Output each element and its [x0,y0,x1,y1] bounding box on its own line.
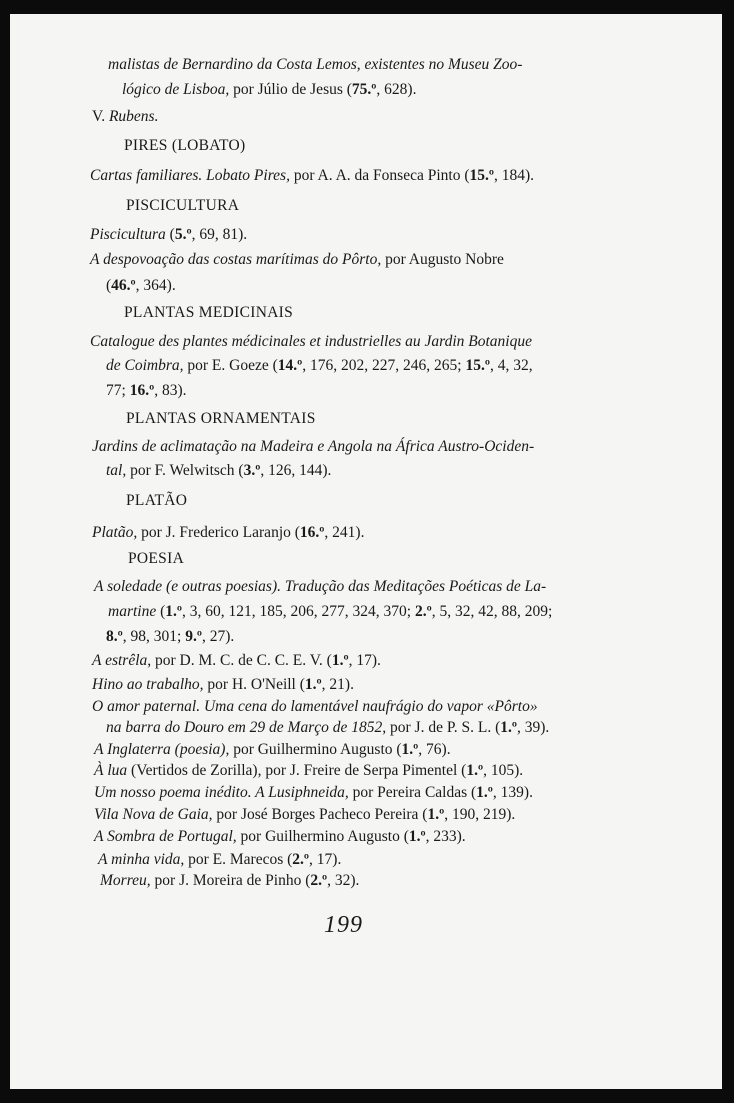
text-run: 46.º [111,277,136,294]
entry-line [94,577,546,597]
text-run: 9.º [185,628,202,645]
entry-line [92,523,364,543]
text-run: A estrêla, [92,652,152,669]
text-run: , 17). [309,851,342,868]
entry-line [106,276,176,296]
entry-line [90,250,504,270]
text-run: PISCICULTURA [126,197,240,214]
text-run: À lua [94,762,128,779]
entry-line [106,627,234,647]
text-run: Jardins de aclimatação na Madeira e Angola na África Austro-Ociden- [92,438,535,455]
text-run: A soledade (e outras poesias). Tradução das Meditações Poéticas de La- [94,578,547,595]
text-run: A minha vida, [98,851,185,868]
text-run: 1.º [476,784,493,801]
text-run: 16.º [129,382,155,399]
text-run: por Guilhermino Augusto ( [229,741,402,758]
section-heading [126,491,187,511]
text-run: 2.º [414,603,432,620]
text-run: POESIA [128,550,185,567]
text-run: na barra do Douro em 29 de Março de 1852, [106,719,387,736]
text-run: Hino ao trabalho, [92,676,204,693]
entry-line [106,461,331,481]
text-run: por J. de P. S. L. ( [386,719,501,736]
entry-line [94,827,466,847]
text-run: Um nosso poema inédito. A Lusiphneida, [94,784,349,801]
text-run: , 241). [324,524,365,541]
text-run: por Augusto Nobre [381,251,504,268]
text-run: 8.º [106,628,123,645]
entry-line [92,697,538,717]
entry-line [108,602,552,622]
text-run: por J. Moreira de Pinho ( [150,872,311,889]
text-run: A Inglaterra (poesia), [94,741,230,758]
text-run: , 69, 81). [191,226,248,243]
text-run: por José Borges Pacheco Pereira ( [212,806,428,823]
entry-line [106,381,186,401]
text-run: , 21). [321,676,354,693]
text-run: V. [92,108,109,125]
text-run: Platão, [92,524,138,541]
entry-line [106,356,533,376]
text-run: , 139). [492,784,533,801]
text-run: Catalogue des plantes médicinales et industrielles au Jardin Botanique [90,333,532,350]
entry-line [90,166,534,186]
text-run: , 105). [483,762,524,779]
entry-line [94,761,523,781]
text-run: Vila Nova de Gaia, [94,806,213,823]
text-run: por F. Welwitsch ( [126,462,244,479]
text-run: , 17). [348,652,381,669]
text-run: 1.º [401,741,419,758]
text-run: 3.º [243,462,261,479]
text-run: O amor paternal. Uma cena do lamentável naufrágio do vapor «Pôrto» [92,698,538,715]
text-run: 14.º [277,357,303,374]
section-heading [126,409,316,429]
entry-line [108,55,522,75]
entry-line [106,718,549,738]
text-run: , 364). [135,277,176,294]
text-run: por E. Goeze ( [183,357,278,374]
text-run: , 83). [154,382,187,399]
entry-line [92,675,354,695]
entry-line [92,651,381,671]
text-run: , 233). [425,828,466,845]
text-run: 75.º [351,81,377,98]
section-heading [126,196,239,216]
text-run: 1.º [304,676,322,693]
text-run: PLANTAS MEDICINAIS [124,304,294,321]
text-run: malistas de Bernardino da Costa Lemos, existentes no Museu Zoo- [108,56,523,73]
text-run: 2.º [310,872,328,889]
text-run: 15.º [465,357,490,374]
text-run: (Vertidos de Zorilla), por J. Freire de Serpa Pimentel ( [127,762,467,779]
text-run: 15.º [469,167,494,184]
text-run: de Coimbra, [106,357,184,374]
text-run: 1.º [165,603,183,620]
text-run: , 190, 219). [444,806,516,823]
text-run: A despovoação das costas marítimas do Pôrto, [90,251,382,268]
text-run: , 4, 32, [489,357,533,374]
text-run: 1.º [500,719,517,736]
entry-line [94,783,533,803]
text-run: , 628). [376,81,417,98]
entry-line [90,332,532,352]
entry-line [92,107,158,127]
text-run: A Sombra de Portugal, [94,828,237,845]
section-heading [124,136,245,156]
text-run: por J. Frederico Laranjo ( [137,524,300,541]
text-run: , 3, 60, 121, 185, 206, 277, 324, 370; [182,603,415,620]
page-number: 199 [324,912,363,938]
entry-line [100,871,359,891]
text-run: martine [108,603,157,620]
text-run: por Guilhermino Augusto ( [236,828,409,845]
text-run: , 98, 301; [122,628,186,645]
entry-line [94,805,515,825]
text-run: PLATÃO [126,492,188,509]
text-run: por H. O'Neill ( [203,676,305,693]
entry-line [90,225,247,245]
section-heading [128,549,184,569]
text-run: , 184). [493,167,535,184]
text-run: 5.º [174,226,192,243]
section-heading [124,303,293,323]
text-run: lógico de Lisboa, [122,81,230,98]
text-run: , 5, 32, 42, 88, 209; [431,603,553,620]
entry-line [94,740,451,760]
text-run: 1.º [408,828,426,845]
text-run: Morreu, [100,872,151,889]
entry-line [98,850,341,870]
text-run: 1.º [331,652,349,669]
text-run: ( [106,277,112,294]
text-run: 16.º [299,524,325,541]
text-run: por E. Marecos ( [184,851,293,868]
text-run: 1.º [466,762,484,779]
text-run: 77; [106,382,130,399]
text-run: , 39). [516,719,550,736]
text-run: , 32). [327,872,360,889]
text-run: , 176, 202, 227, 246, 265; [302,357,466,374]
text-run: 1.º [427,806,445,823]
text-run: por A. A. da Fonseca Pinto ( [289,167,470,184]
text-run: ( [165,226,175,243]
text-run: , 27). [201,628,235,645]
text-run: Cartas familiares. Lobato Pires, [90,167,290,184]
text-run: por D. M. C. de C. C. E. V. ( [151,652,332,669]
text-run: 2.º [292,851,310,868]
text-run: ( [156,603,166,620]
text-run: , 76). [418,741,451,758]
entry-line [122,80,416,100]
text-run: por Júlio de Jesus ( [229,81,352,98]
text-run: PIRES (LOBATO) [124,137,246,154]
entry-line [92,437,534,457]
text-run: , 126, 144). [260,462,332,479]
text-run: por Pereira Caldas ( [348,784,477,801]
text-run: Rubens. [108,108,159,125]
text-run: tal, [106,462,127,479]
text-run: Piscicultura [90,226,166,243]
text-run: PLANTAS ORNAMENTAIS [126,410,316,427]
